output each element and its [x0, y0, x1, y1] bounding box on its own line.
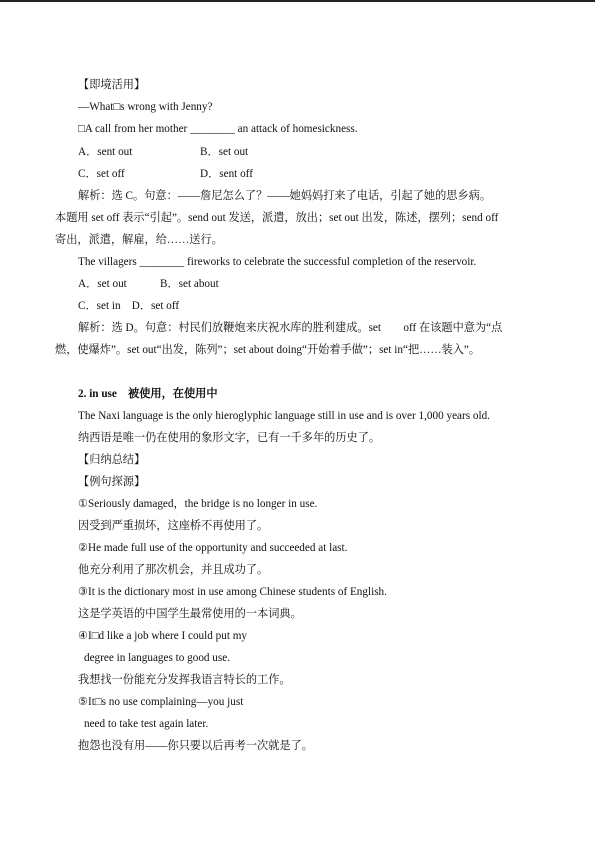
text-line: 【归纳总结】 — [78, 454, 146, 466]
text-line: need to take test again later. — [84, 718, 209, 730]
text-line: 因受到严重损坏，这座桥不再使用了。 — [78, 520, 269, 532]
text-line: 本题用 set off 表示“引起”。send out 发送，派遣，放出；set out 出发，陈述，摆列；send off — [55, 212, 499, 224]
text-line: B．set out — [200, 146, 249, 158]
text-line: ⑤It□s no use complaining—you just — [78, 696, 244, 708]
text-line: 我想找一份能充分发挥我语言特长的工作。 — [78, 674, 291, 686]
text-line: C．set in D．set off — [78, 300, 180, 312]
text-line: 这是学英语的中国学生最常使用的一本词典。 — [78, 608, 302, 620]
text-line: 抱怨也没有用——你只要以后再考一次就是了。 — [78, 740, 313, 752]
text-line: A．set out — [78, 278, 127, 290]
text-line: D．sent off — [200, 168, 253, 180]
text-line: □A call from her mother ________ an attack of homesickness. — [78, 123, 358, 135]
text-line: 解析：选 C。句意：——詹尼怎么了？——她妈妈打来了电话，引起了她的思乡病。 — [78, 190, 492, 202]
text-line: 【即境活用】 — [78, 79, 146, 91]
text-line: A．sent out — [78, 146, 133, 158]
text-line: 2. in use 被使用，在使用中 — [78, 388, 218, 400]
text-line: 寄出，派遣，解雇，给……送行。 — [55, 234, 223, 246]
text-line: ①Seriously damaged，the bridge is no longer in use. — [78, 498, 318, 510]
page-top-rule — [0, 0, 595, 2]
text-line: The villagers ________ fireworks to celebrate the successful completion of the reservoir. — [78, 256, 477, 268]
text-line: C．set off — [78, 168, 125, 180]
text-line: degree in languages to good use. — [84, 652, 231, 664]
text-line: ②He made full use of the opportunity and succeeded at last. — [78, 542, 348, 554]
text-line: 燃，使爆炸”。set out“出发，陈列”；set about doing“开始着手做”；set in“把……装入”。 — [55, 344, 481, 356]
text-line: ③It is the dictionary most in use among Chinese students of English. — [78, 586, 387, 598]
text-line: —What□s wrong with Jenny? — [78, 101, 213, 113]
text-line: 【例句探源】 — [78, 476, 146, 488]
text-line: 解析：选 D。句意：村民们放鞭炮来庆祝水库的胜利建成。set off 在该题中意为“点 — [78, 322, 503, 334]
text-line: The Naxi language is the only hieroglyphic language still in use and is over 1,000 years old. — [78, 410, 490, 422]
text-line: 纳西语是唯一仍在使用的象形文字，已有一千多年的历史了。 — [78, 432, 381, 444]
text-line: 他充分利用了那次机会，并且成功了。 — [78, 564, 269, 576]
text-line: B．set about — [160, 278, 219, 290]
text-line: ④I□d like a job where I could put my — [78, 630, 248, 642]
